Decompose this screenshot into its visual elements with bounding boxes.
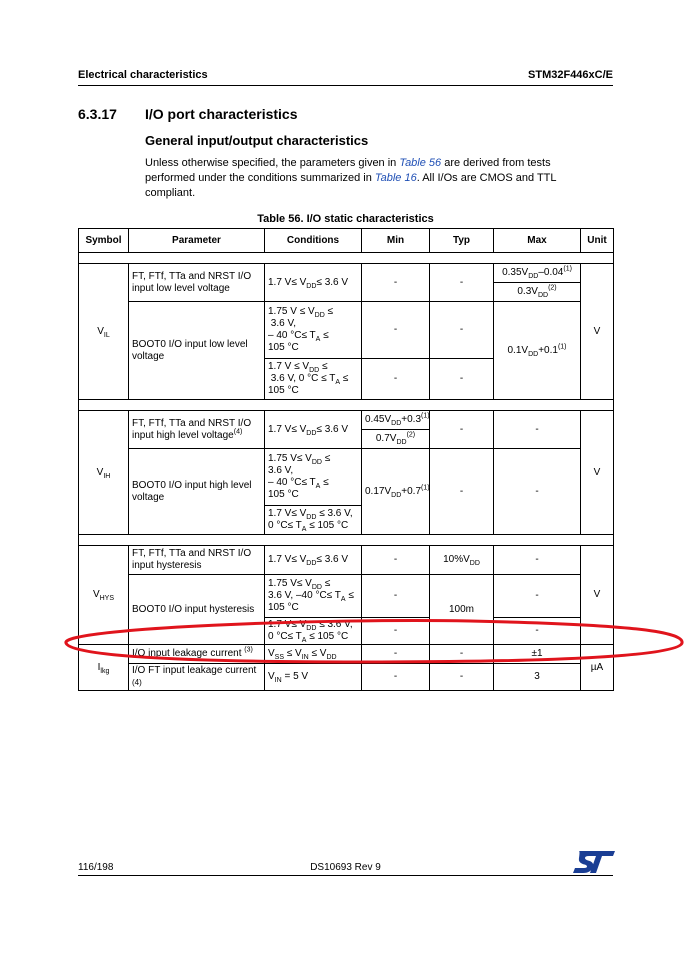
table-spacer bbox=[79, 400, 614, 411]
ilkg-param-2-text: I/O FT input leakage current bbox=[132, 665, 257, 676]
vil-cond-3: 1.7 $V \le V_{DD}$ ≤ 3.6 V, 0 $^\circ C \le T_A$ ≤ 105 °C bbox=[265, 359, 362, 400]
table-16-link[interactable]: Table 16 bbox=[374, 172, 417, 184]
vhys-unit: V bbox=[581, 546, 614, 645]
col-conditions: Conditions bbox=[265, 229, 362, 253]
vil-typ-1: - bbox=[430, 264, 494, 302]
table-row bbox=[79, 546, 614, 575]
col-unit: Unit bbox=[581, 229, 614, 253]
vil-cond-2: 1.75 $V \le V_{DD}$ ≤ 3.6 V, – 40 $^\circ C\le T_A$ ≤ 105 °C bbox=[265, 302, 362, 359]
vih-min-2: $0.17V_{DD}+0.7^{(1)}$ bbox=[362, 449, 430, 535]
vhys-cond-3: 1.7 $V\le V_{DD} \le 3.6$ V, 0 $^\circ C\le T_A \le 105$ °C bbox=[265, 618, 362, 645]
vil-typ-3: - bbox=[430, 359, 494, 400]
vih-cond-1: 1.7 $V\le V_{DD}\le 3.6$ V bbox=[265, 411, 362, 449]
vil-unit: V bbox=[581, 264, 614, 400]
ilkg-max-1: ±1 bbox=[494, 645, 581, 664]
vhys-typ-1: $10\%V_{DD}$ bbox=[430, 546, 494, 575]
table-row bbox=[79, 664, 614, 691]
page-number: 116/198 bbox=[78, 862, 114, 873]
symbol-ilkg: $I_{lkg}$ bbox=[79, 645, 129, 691]
vhys-param-1: FT, FTf, TTa and NRST I/O input hysteresis bbox=[129, 546, 265, 575]
header-divider bbox=[78, 85, 613, 86]
doc-revision: DS10693 Rev 9 bbox=[310, 862, 381, 873]
table-row bbox=[79, 264, 614, 283]
col-min: Min bbox=[362, 229, 430, 253]
io-static-characteristics-table bbox=[78, 228, 614, 691]
vih-param-2: BOOT0 I/O input high level voltage bbox=[129, 449, 265, 535]
vih-typ-2: - bbox=[430, 449, 494, 535]
ilkg-typ-2: - bbox=[430, 664, 494, 691]
table-title: Table 56. I/O static characteristics bbox=[257, 213, 434, 225]
intro-paragraph bbox=[145, 156, 595, 201]
ilkg-param-1 bbox=[129, 645, 265, 664]
intro-text-2: are derived from tests performed under the conditions summarized in bbox=[145, 157, 551, 184]
col-parameter: Parameter bbox=[129, 229, 265, 253]
ilkg-cond-2: $V_{IN} = 5$ V bbox=[265, 664, 362, 691]
vil-param-2: BOOT0 I/O input low level voltage bbox=[129, 302, 265, 400]
vhys-typ-2: 100m bbox=[430, 575, 494, 645]
vih-cond-3: 1.7 $V\le V_{DD} \le 3.6$ V, 0 $^\circ C\le T_A \le 105$ °C bbox=[265, 506, 362, 535]
vhys-param-2: BOOT0 I/O input hysteresis bbox=[129, 575, 265, 645]
table-header-row bbox=[79, 229, 614, 253]
ilkg-min-1: - bbox=[362, 645, 430, 664]
vih-unit: V bbox=[581, 411, 614, 535]
vil-max-1b: $0.3V_{DD}^{(2)}$ bbox=[494, 283, 581, 302]
vil-max-1a: $0.35V_{DD}-0.04^{(1)}$ bbox=[494, 264, 581, 283]
symbol-vhys: $V_{HYS}$ bbox=[79, 546, 129, 645]
vhys-max-2: - bbox=[494, 575, 581, 618]
vih-max-2: - bbox=[494, 449, 581, 535]
vhys-min-2: - bbox=[362, 575, 430, 618]
vhys-cond-1: 1.7 $V\le V_{DD}\le 3.6$ V bbox=[265, 546, 362, 575]
vil-min-2: - bbox=[362, 302, 430, 359]
header-section-name: Electrical characteristics bbox=[78, 69, 208, 81]
table-56-link[interactable]: Table 56 bbox=[399, 157, 442, 169]
table-row bbox=[79, 645, 614, 664]
ilkg-unit: µA bbox=[581, 645, 614, 691]
vil-typ-2: - bbox=[430, 302, 494, 359]
symbol-vil: $V_{IL}$ bbox=[79, 264, 129, 400]
table-row bbox=[79, 411, 614, 430]
st-logo-icon bbox=[573, 851, 615, 873]
col-symbol: Symbol bbox=[79, 229, 129, 253]
col-max: Max bbox=[494, 229, 581, 253]
vhys-cond-2: 1.75 $V\le V_{DD}$ ≤ 3.6 V, –40 $^\circ C\le T_A$ ≤ 105 °C bbox=[265, 575, 362, 618]
table-spacer bbox=[79, 253, 614, 264]
footer-divider bbox=[78, 875, 613, 876]
vil-min-3: - bbox=[362, 359, 430, 400]
vil-max-2: $0.1V_{DD}+0.1^{(1)}$ bbox=[494, 302, 581, 400]
table-row bbox=[79, 302, 614, 359]
intro-text-1: Unless otherwise specified, the parameters given in bbox=[145, 157, 400, 169]
ilkg-param-2 bbox=[129, 664, 265, 691]
ilkg-note-1: (3) bbox=[244, 646, 253, 654]
ilkg-param-1-text: I/O input leakage current bbox=[132, 648, 242, 659]
symbol-vih: $V_{IH}$ bbox=[79, 411, 129, 535]
ilkg-max-2: 3 bbox=[494, 664, 581, 691]
vih-min-1a: $0.45V_{DD}+0.3^{(1)}$ bbox=[362, 411, 430, 430]
vil-cond-1: 1.7 $V\le V_{DD}\le 3.6$ V bbox=[265, 264, 362, 302]
vih-max-1: - bbox=[494, 411, 581, 449]
vhys-max-3: - bbox=[494, 618, 581, 645]
vih-typ-1: - bbox=[430, 411, 494, 449]
table-row bbox=[79, 449, 614, 506]
table-row bbox=[79, 575, 614, 618]
col-typ: Typ bbox=[430, 229, 494, 253]
vih-param-1-text: FT, FTf, TTa and NRST I/O input high level voltage bbox=[132, 417, 252, 441]
section-number: 6.3.17 bbox=[78, 106, 117, 122]
header-part-number: STM32F446xC/E bbox=[528, 69, 613, 81]
vhys-max-1: - bbox=[494, 546, 581, 575]
vih-min-1b: $0.7V_{DD}^{(2)}$ bbox=[362, 430, 430, 449]
vih-cond-2: 1.75 $V\le V_{DD}$ ≤ 3.6 V, – 40 $^\circ C\le T_A$ ≤ 105 °C bbox=[265, 449, 362, 506]
vhys-min-3: - bbox=[362, 618, 430, 645]
ilkg-typ-1: - bbox=[430, 645, 494, 664]
ilkg-min-2: - bbox=[362, 664, 430, 691]
intro-text-3: . All I/Os are CMOS and TTL compliant. bbox=[145, 172, 557, 199]
ilkg-note-2: (4) bbox=[132, 678, 142, 687]
section-title: I/O port characteristics bbox=[145, 106, 298, 122]
vhys-min-1: - bbox=[362, 546, 430, 575]
ilkg-cond-1: $V_{SS} \le V_{IN} \le V_{DD}$ bbox=[265, 645, 362, 664]
vil-min-1: - bbox=[362, 264, 430, 302]
table-spacer bbox=[79, 535, 614, 546]
vil-param-1: FT, FTf, TTa and NRST I/O input low level voltage bbox=[129, 264, 265, 302]
vih-param-1: FT, FTf, TTa and NRST I/O input high level voltage$^{(4)}$ bbox=[129, 411, 265, 449]
subsection-title: General input/output characteristics bbox=[145, 133, 369, 148]
